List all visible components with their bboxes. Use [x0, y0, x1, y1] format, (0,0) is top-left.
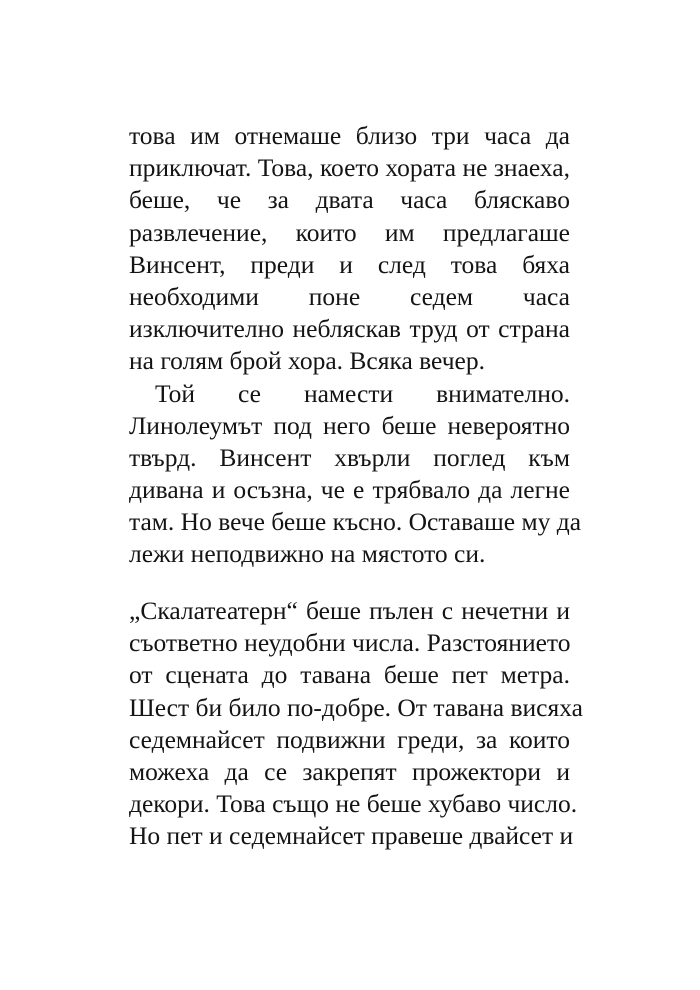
paragraph: [129, 595, 583, 853]
text-line: необходими поне седем часа: [129, 281, 570, 311]
text-line: твърд. Винсент хвърли поглед към: [129, 442, 570, 472]
text-line: на голям брой хора. Всяка вечер.: [129, 346, 485, 376]
text-line: там. Но вече беше късно. Оставаше му да: [129, 507, 582, 537]
section-two: [129, 595, 583, 853]
text-line: от сцената до тавана беше пет метра.: [129, 660, 570, 690]
paragraph: [129, 378, 582, 571]
text-line: съответно неудобни числа. Разстоянието: [129, 628, 571, 658]
text-line: декори. Това също не беше хубаво число.: [129, 789, 578, 819]
text-line: това им отнемаше близо три часа да: [129, 121, 570, 150]
text-line: Но пет и седемнайсет правеше двайсет и: [129, 821, 574, 851]
text-line: развлечение, които им предлагаше: [129, 217, 570, 247]
text-line: Той се намести внимателно.: [155, 378, 570, 408]
text-line: Винсент, преди и след това бяха: [129, 249, 570, 279]
text-line: седемнайсет подвижни греди, за които: [129, 724, 570, 754]
text-line: дивана и осъзна, че е трябвало да легне: [129, 475, 570, 505]
text-line: можеха да се закрепят прожектори и: [129, 756, 570, 786]
paragraph: [129, 120, 570, 378]
text-line: лежи неподвижно на мястото си.: [129, 539, 486, 569]
text-line: приключат. Това, което хората не знаеха,: [129, 153, 570, 183]
text-line: „Скалатеатерн“ беше пълен с нечетни и: [129, 596, 570, 625]
section-one: [129, 120, 582, 571]
text-line: Шест би било по-добре. От тавана висяха: [129, 692, 583, 722]
text-line: Линолеумът под него беше невероятно: [129, 410, 570, 440]
text-line: изключително небляскав труд от страна: [129, 314, 570, 344]
text-line: беше, че за двата часа бляскаво: [129, 185, 570, 215]
